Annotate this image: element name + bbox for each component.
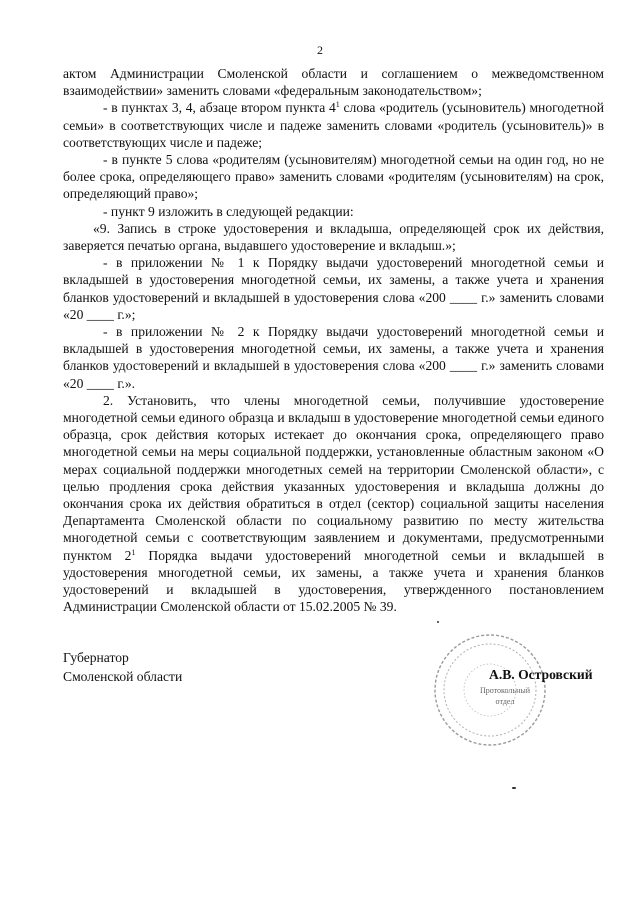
paragraph-8: 2. Установить, что члены многодетной семьи, получившие удостоверение многодетной семьи единого образца и вкладыш в удостоверение многодетной семьи единого образца, срок действия которых истекает до окончания срока, определяющего право многодетной семьи на меры социальной поддержки, установленные областным законом «О мерах социальной поддержки многодетных семей на территории Смоленской области», с целью продления срока действия указанных удостоверения и вкладыша должны до окончания срока их действия обратиться в отдел (сектор) социальной защиты населения Департамента Смоленской области по социальному развитию по месту жительства многодетной семьи с соответствующим заявлением и документами, предусмотренными пунктом $2^1$ Порядка выдачи удостоверений многодетной семьи и вкладышей в удостоверения многодетной семьи, их замены, а также учета и хранения бланков удостоверений и вкладышей в удостоверения, утвержденного постановлением Администрации Смоленской области от 15.02.2005 № 39. xyxy=(63,392,604,615)
paragraph-1: актом Администрации Смоленской области и соглашением о межведомственном взаимодействии» заменить словами «федеральным законодательством»; xyxy=(63,66,604,99)
paragraph-3: - в пункте 5 слова «родителям (усыновителям) многодетной семьи на один год, но не более срока, определяющего право» заменить словами «родителям (усыновителям) на срок, определяющий право»; xyxy=(63,152,604,202)
page-number: 2 xyxy=(317,43,323,57)
signatory-title xyxy=(63,648,182,686)
stamp-inner-text: Протокольный отдел xyxy=(479,686,530,706)
scan-speck xyxy=(437,621,439,623)
paragraph-7: - в приложении № 2 к Порядку выдачи удостоверений многодетной семьи и вкладышей в удостоверения многодетной семьи, их замены, а также учета и хранения бланков удостоверений и вкладышей в удостоверения слова «200 ____ г.» заменить словами «20 ____ г.». xyxy=(63,324,604,391)
paragraph-2: - в пунктах 3, 4, абзаце втором пункта $4^1$ слова «родитель (усыновитель) многодетной семьи» в соответствующих числе и падеже заменить словами «родитель (усыновитель)» в соответствующих числе и падеже; xyxy=(63,100,604,150)
paragraph-4: - пункт 9 изложить в следующей редакции: xyxy=(103,203,354,219)
paragraph-6: - в приложении № 1 к Порядку выдачи удостоверений многодетной семьи и вкладышей в удостоверения многодетной семьи, их замены, а также учета и хранения бланков удостоверений и вкладышей в удостоверения слова «200 ____ г.» заменить словами «20 ____ г.»; xyxy=(63,255,604,322)
signatory-name: А.В. Островский xyxy=(489,667,593,682)
document-body xyxy=(63,65,604,616)
paragraph-5: «9. Запись в строке удостоверения и вкладыша, определяющей срок их действия, заверяется печатью органа, выдавшего удостоверение и вкладыш.»; xyxy=(63,220,604,254)
scan-speck xyxy=(512,787,516,789)
signatory-title-line-1: Губернатор xyxy=(63,650,129,665)
signatory-title-line-2: Смоленской области xyxy=(63,669,183,684)
